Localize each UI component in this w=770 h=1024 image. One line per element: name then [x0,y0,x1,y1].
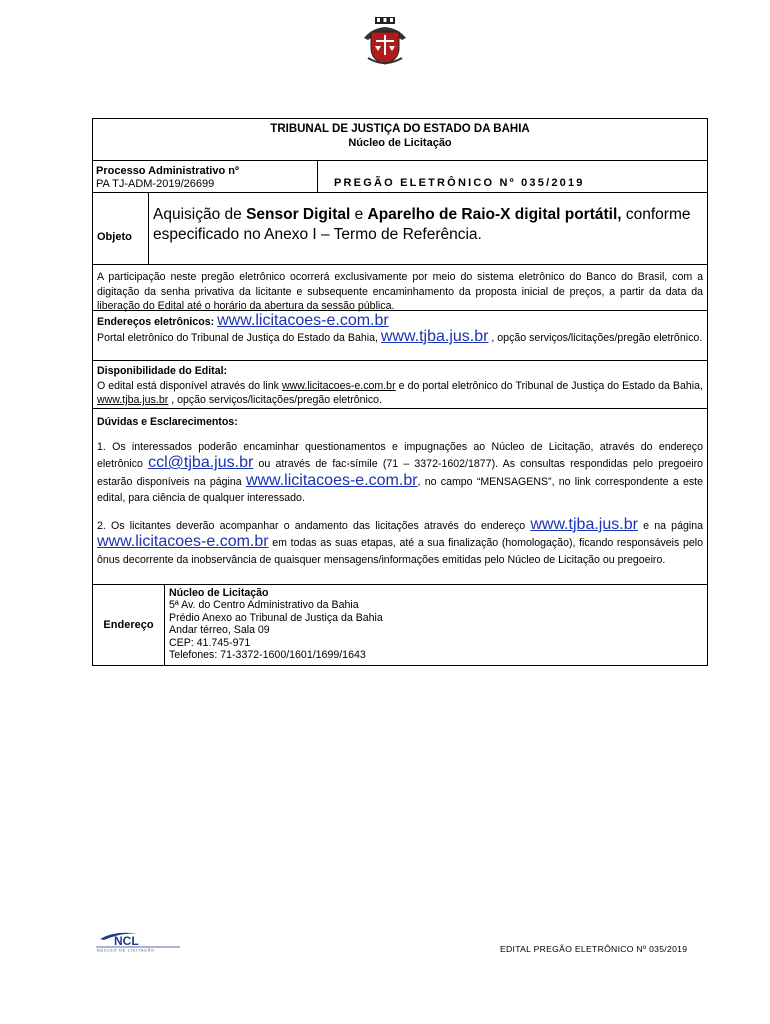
address-label: Endereço [93,585,165,665]
electronic-addresses [93,311,707,361]
tjba-link[interactable]: www.tjba.jus.br [530,515,638,533]
process-number: PA TJ-ADM-2019/26699 [96,178,215,190]
questions-text: , no campo “MENSAGENS”, no link correspondente a este edital, para ciência de qualquer interessado. [97,475,703,504]
ncl-logo-subtext: NÚCLEO DE LICITAÇÃO [97,948,155,952]
object-description [149,193,707,264]
tjba-link[interactable]: www.tjba.jus.br [380,327,489,345]
address-line: 5ª Av. do Centro Administrativo da Bahia [169,599,359,612]
edital-availability [93,361,707,409]
object-text: conforme especificado no Anexo I – Termo de Referência. [153,206,691,243]
process-row [93,161,707,193]
questions-text: 2. Os licitantes deverão acompanhar o andamento das licitações através do endereço [97,519,531,532]
object-label: Objeto [93,193,149,264]
object-text: e [350,206,368,223]
licitacoes-link[interactable]: www.licitacoes-e.com.br [217,312,389,329]
process-cell [93,161,318,192]
licitacoes-link[interactable]: www.licitacoes-e.com.br [281,379,396,392]
document-header [93,119,707,161]
address-block [165,585,707,665]
availability-text: e do portal eletrônico do Tribunal de Justiça do Estado da Bahia [395,379,701,392]
questions-text: ou através de fac-símile (71 – 3372-1602/1877). As consultas respondidas pelo pregoeiro estarão disponíveis na página [97,458,703,488]
licitacoes-link[interactable]: www.licitacoes-e.com.br [97,533,269,550]
object-row [93,193,707,265]
portal-text: Portal eletrônico do Tribunal de Justiça do Estado da Bahia, [97,331,381,344]
object-bold-sensor: Sensor Digital [246,206,351,223]
addresses-label: Endereços eletrônicos: [97,316,218,328]
questions-text: 1. Os interessados poderão encaminhar questionamentos e impugnações ao Núcleo de Licitação, através do endereço eletrônico [97,440,703,470]
questions-paragraph-2 [97,517,703,569]
ncl-logo [92,930,184,952]
availability-text: O edital está disponível através do link [97,379,282,392]
address-row [93,585,707,665]
availability-label: Disponibilidade do Edital: [97,365,228,377]
object-bold-xray: Aparelho de Raio-X digital portátil, [367,206,622,223]
availability-text: , opção serviços/licitações/pregão eletrônico. [168,394,383,407]
email-link[interactable]: ccl@tjba.jus.br [148,454,254,471]
court-title: TRIBUNAL DE JUSTIÇA DO ESTADO DA BAHIA [270,123,530,135]
edital-summary-table [92,118,708,666]
tjba-link[interactable]: , www.tjba.jus.br [97,379,703,407]
address-line: Andar térreo, Sala 09 [169,624,270,637]
address-line: Núcleo de Licitação [169,587,269,599]
page-footer: EDITAL PREGÃO ELETRÔNICO Nº 035/2019 [500,944,688,954]
address-line: Prédio Anexo ao Tribunal de Justiça da Bahia [169,611,383,624]
address-line: Telefones: 71-3372-1600/1601/1699/1643 [169,649,366,662]
object-text: Aquisição de [153,206,247,223]
questions-section [93,409,707,585]
questions-text: em todas as suas etapas, até a sua finalização (homologação), ficando responsáveis pelo ônus decorrente da inobservância de quaisquer mensagens/informações emitidas pelo Núcleo de Licitação ou pregoeiro. [97,537,703,566]
questions-label: Dúvidas e Esclarecimentos: [97,416,238,428]
court-coat-of-arms-icon [362,16,408,66]
department-subtitle: Núcleo de Licitação [348,137,452,149]
questions-text: e na página [637,519,703,532]
questions-paragraph-1 [97,439,703,507]
licitacoes-link[interactable]: www.licitacoes-e.com.br [245,471,418,489]
pregao-number: PREGÃO ELETRÔNICO Nº 035/2019 [334,177,585,189]
participation-notice: A participação neste pregão eletrônico ocorrerá exclusivamente por meio do sistema eletrônico do Banco do Brasil, com a digitação da senha privativa da licitante e subsequente encaminhamento da proposta inicial de preços, a partir da data da liberação do Edital até o horário da abertura da sessão pública. [93,265,707,311]
address-line: CEP: 41.745-971 [169,636,251,649]
portal-option-text: , opção serviços/licitações/pregão eletrônico. [488,331,703,344]
process-label: Processo Administrativo nº [96,165,239,177]
ncl-logo-text: NCL [114,934,139,948]
